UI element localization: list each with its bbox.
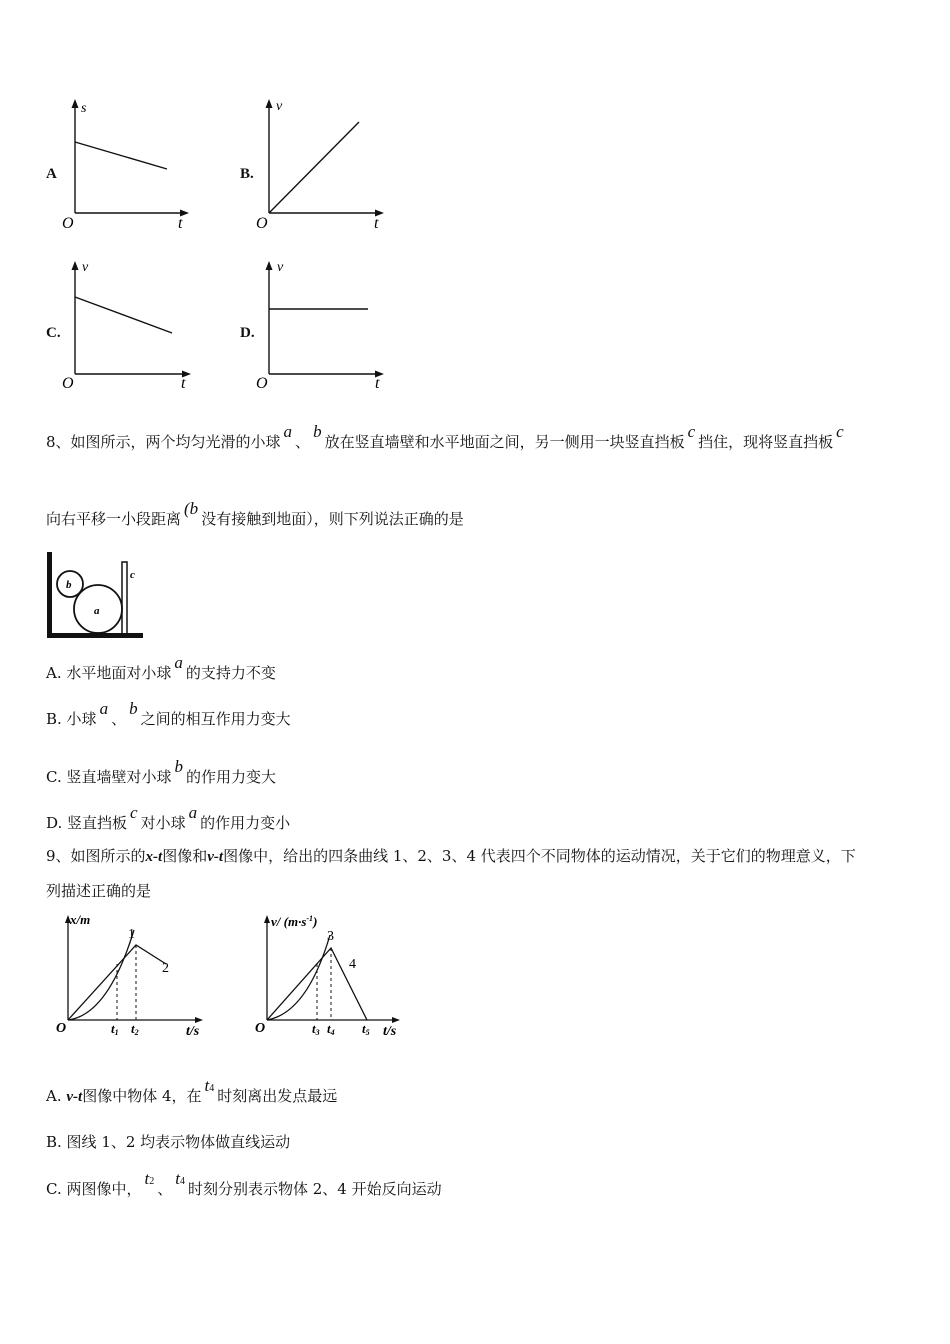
question-8-stem-line1 (46, 422, 847, 452)
question-9-stem-line1: 9、如图所示的x-t图像和v-t图像中，给出的四条曲线 1、2、3、4 代表四个不同物体的运动情况，关于它们的物理意义，下 (46, 847, 856, 865)
y-axis-label: s (81, 101, 87, 116)
option-b-label: B. (240, 166, 254, 182)
q9-option-a[interactable]: A. v-t图像中物体 4，在t4 时刻离出发点最远 (46, 1076, 338, 1105)
y-axis-label: x/m (70, 912, 91, 927)
graph-a-s-t (55, 95, 205, 235)
var-a: a (188, 803, 198, 822)
t4-var: t4 (204, 1076, 215, 1095)
q9-option-c[interactable]: C. 两图像中，t2 、t4 时刻分别表示物体 2、4 开始反向运动 (46, 1169, 442, 1198)
var-a: a (283, 422, 293, 441)
v-t-label: v-t (207, 849, 224, 865)
q8-option-c[interactable]: C. 竖直墙壁对小球b的作用力变大 (46, 757, 276, 786)
x-axis-label: t (375, 375, 380, 392)
t3-label: t3 (312, 1021, 320, 1037)
separator: 、 (295, 433, 311, 451)
var-c: c (836, 422, 844, 441)
origin-label: O (56, 1021, 67, 1036)
q9-option-b[interactable]: B. 图线 1、2 均表示物体做直线运动 (46, 1133, 291, 1151)
q8-text: 放在竖直墙壁和水平地面之间，另一侧用一块竖直挡板 (324, 433, 685, 451)
curve-4-label: 4 (349, 957, 356, 972)
curve-2-label: 2 (162, 961, 169, 976)
var-c: c (130, 803, 138, 822)
y-axis-label: v/ $(m\cdot s^{-1})$ (271, 914, 318, 929)
x-axis-label: t/s (383, 1024, 397, 1039)
var-a: a (99, 699, 109, 718)
graph-b-v-t (250, 95, 400, 235)
x-axis-label: t (178, 215, 183, 232)
t2-var: t2 (144, 1169, 155, 1188)
q8-text: 8、如图所示，两个均匀光滑的小球 (46, 433, 281, 451)
v-t-figure (245, 910, 415, 1040)
t2-label: t2 (131, 1021, 139, 1037)
x-t-label: x-t (145, 849, 163, 865)
origin-label: O (256, 375, 268, 392)
var-b: b (129, 699, 138, 718)
t4-label: t4 (327, 1021, 335, 1037)
balls-wall-figure (44, 548, 148, 644)
option-d-label: D. (240, 325, 255, 341)
board-c-label: c (130, 569, 135, 581)
x-t-figure (48, 910, 228, 1040)
var-b: b (313, 422, 322, 441)
paren-b: (b (184, 499, 199, 518)
t1-label: t1 (111, 1021, 119, 1037)
y-axis-label: v (277, 260, 284, 275)
origin-label: O (62, 375, 74, 392)
q8-text: 没有接触到地面），则下列说法正确的是 (201, 510, 464, 528)
question-9-stem-line2: 列描述正确的是 (46, 882, 152, 900)
origin-label: O (255, 1021, 266, 1036)
graph-c-v-t (55, 256, 205, 396)
y-axis-label: v (276, 99, 283, 114)
var-a: a (174, 653, 183, 672)
t5-label: t5 (362, 1021, 370, 1037)
option-a-label: A (46, 166, 57, 182)
y-axis-label: v (82, 260, 89, 275)
curve-3-label: 3 (327, 929, 334, 944)
q8-option-d[interactable]: D. 竖直挡板c对小球a的作用力变小 (46, 803, 291, 832)
option-c-label: C. (46, 325, 61, 341)
q8-text: 挡住，现将竖直挡板 (698, 433, 834, 451)
t4-var: t4 (175, 1169, 185, 1188)
origin-label: O (256, 215, 268, 232)
curve-1-label: 1 (128, 927, 135, 942)
q8-option-a[interactable]: A. 水平地面对小球a的支持力不变 (46, 653, 276, 682)
x-axis-label: t (181, 375, 186, 392)
ball-b-label: b (66, 579, 72, 591)
q8-option-b[interactable]: B. 小球a、b之间的相互作用力变大 (46, 699, 291, 728)
origin-label: O (62, 215, 74, 232)
question-8-stem-line2 (46, 499, 464, 529)
x-axis-label: t (374, 215, 379, 232)
ball-a-label: a (94, 605, 100, 617)
graph-d-v-t (250, 256, 400, 396)
var-c: c (687, 422, 696, 441)
x-axis-label: t/s (186, 1024, 200, 1039)
q8-text: 向右平移一小段距离 (46, 510, 182, 528)
var-b: b (174, 757, 183, 776)
